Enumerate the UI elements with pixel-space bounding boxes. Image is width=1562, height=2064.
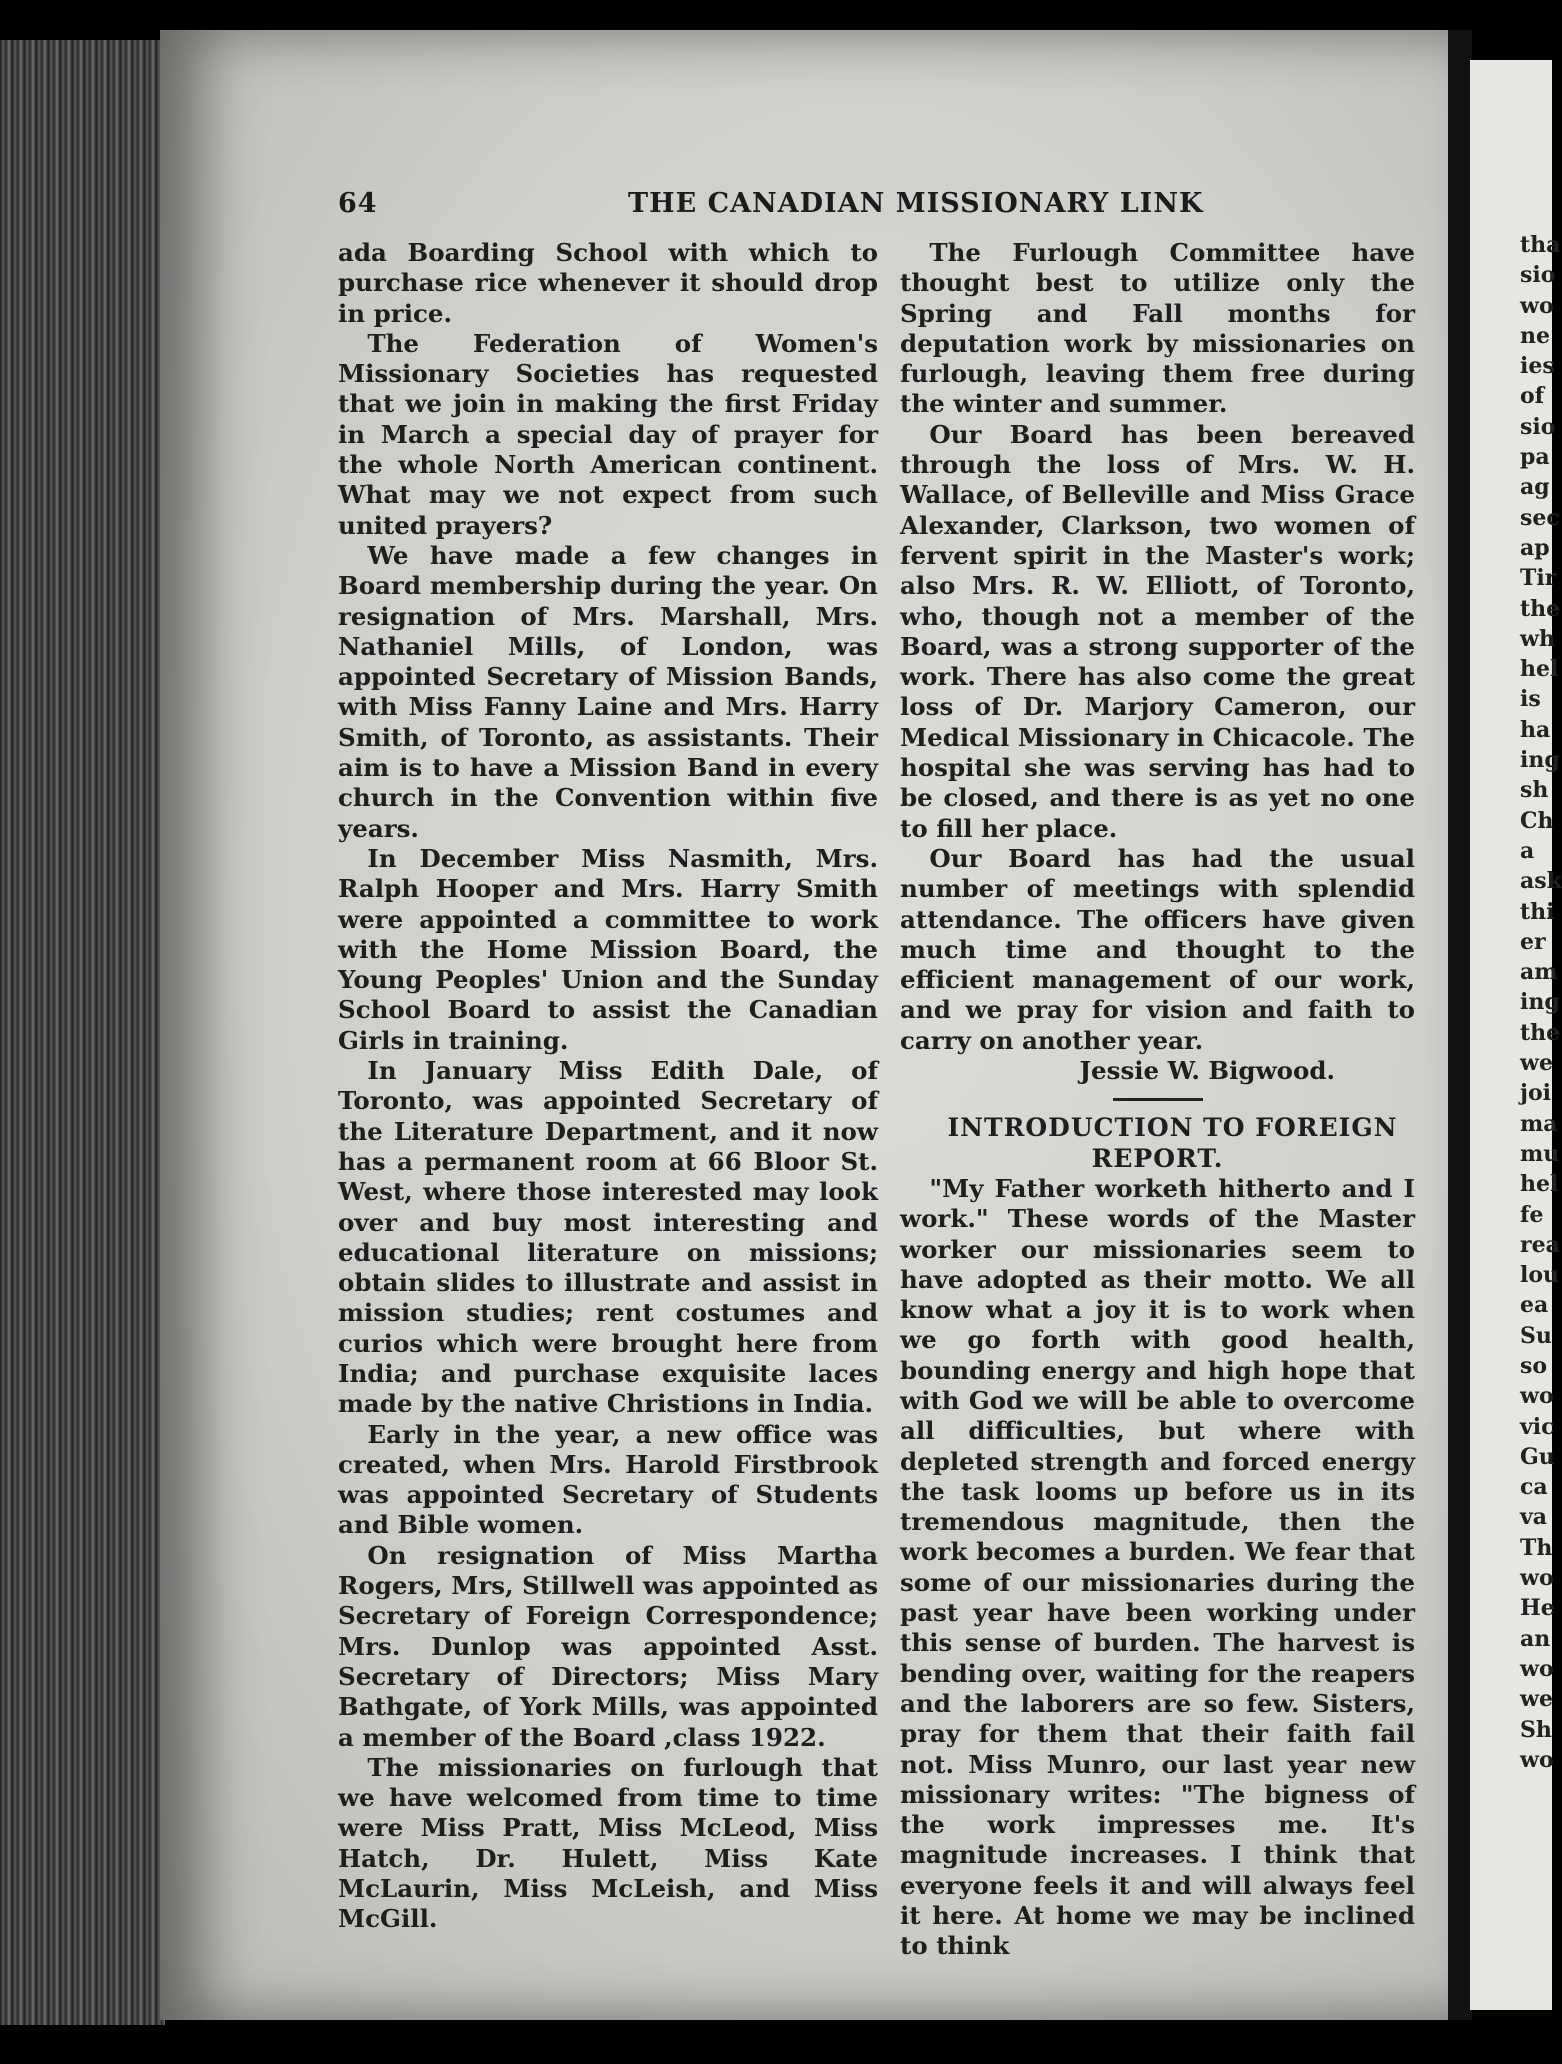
signature: Jessie W. Bigwood. [1079,1056,1335,1086]
book-page-edges [0,40,165,2025]
adjacent-page-line: joi [1520,1080,1551,1107]
adjacent-page-line: ing [1520,747,1560,774]
adjacent-page-line: wh [1520,625,1555,652]
adjacent-page-text [1520,230,1560,1775]
section-heading: INTRODUCTION TO FOREIGN REPORT. [947,1113,1398,1173]
adjacent-page-line: of [1520,383,1545,410]
adjacent-page-line: er [1520,928,1546,955]
adjacent-page-line: Th [1520,1534,1553,1561]
adjacent-page-line: Gu [1520,1443,1555,1470]
paragraph: In January Miss Edith Dale, of Toronto, was appointed Secretary of the Literature Department, and it now has a permanent room at 66 Bloor St. West, where those interested may look over and buy most interesting and educational literature on missions; obtain slides to illustrate and assist in mission studies; rent costumes and curios which were brought here from India; and purchase exquisite laces made by the native Christions in India. [338,1056,878,1419]
adjacent-page-line: wo [1520,1655,1554,1682]
running-title: THE CANADIAN MISSIONARY LINK [628,188,1204,219]
adjacent-page-line: wo [1520,1383,1554,1410]
adjacent-page-line: sio [1520,413,1556,440]
paragraph: We have made a few changes in Board membership during the year. On resignation of Mrs. Marshall, Mrs. Nathaniel Mills, of London, was appointed Secretary of Mission Bands, with Miss Fanny Laine and Mrs. Harry Smith, of Toronto, as assistants. Their aim is to have a Mission Band in every church in the Convention within five years. [338,540,878,843]
adjacent-page-line: sh [1520,777,1549,804]
adjacent-page-line: wo [1520,1565,1554,1592]
adjacent-page-line: sio [1520,262,1556,289]
adjacent-page-line: we [1520,1686,1553,1713]
paragraph: Our Board has been bereaved through the loss of Mrs. W. H. Wallace, of Belleville and Miss Grace Alexander, Clarkson, two women of fervent spirit in the Master's work; also Mrs. R. W. Elliott, of Toronto, who, though not a member of the Board, was a strong supporter of the work. There has also come the great loss of Dr. Marjory Cameron, our Medical Missionary in Chicacole. The hospital she was serving has had to be closed, and there is as yet no one to fill her place. [900,419,1415,843]
paragraph: The Federation of Women's Missionary Societies has requested that we join in making the first Friday in March a special day of prayer for the whole North American continent. What may we not expect from such united prayers? [338,328,878,540]
page-header [338,188,1438,228]
adjacent-page-line: am [1520,959,1558,986]
adjacent-page-line: fe [1520,1201,1544,1228]
paragraph: The Furlough Committee have thought best to utilize only the Spring and Fall months for deputation work by missionaries on furlough, leaving them free during the winter and summer. [900,238,1415,419]
adjacent-page-line: lou [1520,1262,1560,1289]
page-number: 64 [338,188,378,219]
adjacent-page-line: Tir [1520,565,1557,592]
adjacent-page-line: we [1520,1050,1553,1077]
adjacent-page-line: pa [1520,444,1550,471]
section-divider [1113,1098,1203,1101]
adjacent-page-line: ies [1520,353,1555,380]
adjacent-page-line: Su [1520,1322,1552,1349]
adjacent-page-line: ma [1520,1110,1558,1137]
adjacent-page-line: a [1520,837,1535,864]
adjacent-page-line: so [1520,1352,1548,1379]
adjacent-page-line: hel [1520,656,1559,683]
adjacent-page-line: wo [1520,292,1554,319]
adjacent-page-line: the [1520,595,1561,622]
adjacent-page-line: va [1520,1504,1548,1531]
adjacent-page-line: ag [1520,474,1550,501]
book-gutter [1448,30,1472,2020]
adjacent-page-line: ap [1520,534,1550,561]
paragraph: ada Boarding School with which to purchase rice whenever it should drop in price. [338,238,878,328]
adjacent-page-line: hel [1520,1171,1559,1198]
adjacent-page-line: mu [1520,1140,1560,1167]
adjacent-page-line: tha [1520,232,1561,258]
paragraph: Early in the year, a new office was created, when Mrs. Harold Firstbrook was appointed Secretary of Students and Bible women. [338,1419,878,1540]
adjacent-page-line: sec [1520,504,1560,531]
paragraph: Our Board has had the usual number of meetings with splendid attendance. The officers have given much time and thought to the efficient management of our work, and we pray for vision and faith to carry on another year. [900,843,1415,1055]
paragraph: The missionaries on furlough that we have welcomed from time to time were Miss Pratt, Miss McLeod, Miss Hatch, Dr. Hulett, Miss Kate McLaurin, Miss McLeish, and Miss McGill. [338,1752,878,1934]
adjacent-page-line: ca [1520,1474,1548,1501]
adjacent-page-line: vic [1520,1413,1555,1440]
adjacent-page-line: ha [1520,716,1551,743]
adjacent-page-line: ne [1520,322,1550,349]
paragraph: In December Miss Nasmith, Mrs. Ralph Hooper and Mrs. Harry Smith were appointed a committee to work with the Home Mission Board, the Young Peoples' Union and the Sunday School Board to assist the Canadian Girls in training. [338,843,878,1055]
adjacent-page-line: wo [1520,1746,1554,1773]
adjacent-page-line: ea [1520,1292,1549,1319]
adjacent-page-line: Ch [1520,807,1554,834]
adjacent-page-line: Sh [1520,1716,1552,1743]
adjacent-page-line: an [1520,1625,1551,1652]
adjacent-page-line: ask [1520,868,1562,895]
adjacent-page-line: He [1520,1595,1555,1622]
paragraph: "My Father worketh hitherto and I work." These words of the Master worker our missionaries seem to have adopted as their motto. We all know what a joy it is to work when we go forth with good health, bounding energy and high hope that with God we will be able to overcome all difficulties, but where with depleted strength and forced energy the task looms up before us in its tremendous magnitude, then the work becomes a burden. We fear that some of our missionaries during the past year have been working under this sense of burden. The harvest is bending over, waiting for the reapers and the laborers are so few. Sisters, pray for them that their faith fail not. Miss Munro, our last year new missionary writes: "The bigness of the work impresses me. It's magnitude increases. I think that everyone feels it and will always feel it here. At home we may be inclined to think [900,1173,1415,1961]
adjacent-page-line: is [1520,686,1541,713]
adjacent-page-line: thi [1520,898,1555,925]
adjacent-page-line: rea [1520,1231,1560,1258]
right-column [900,238,1415,1962]
adjacent-page-line: ing [1520,989,1560,1016]
left-column [338,238,878,1935]
paragraph: On resignation of Miss Martha Rogers, Mrs, Stillwell was appointed as Secretary of Foreign Correspondence; Mrs. Dunlop was appointed Asst. Secretary of Directors; Miss Mary Bathgate, of York Mills, was appointed a member of the Board ,class 1922. [338,1540,878,1752]
adjacent-page-line: the [1520,1019,1561,1046]
